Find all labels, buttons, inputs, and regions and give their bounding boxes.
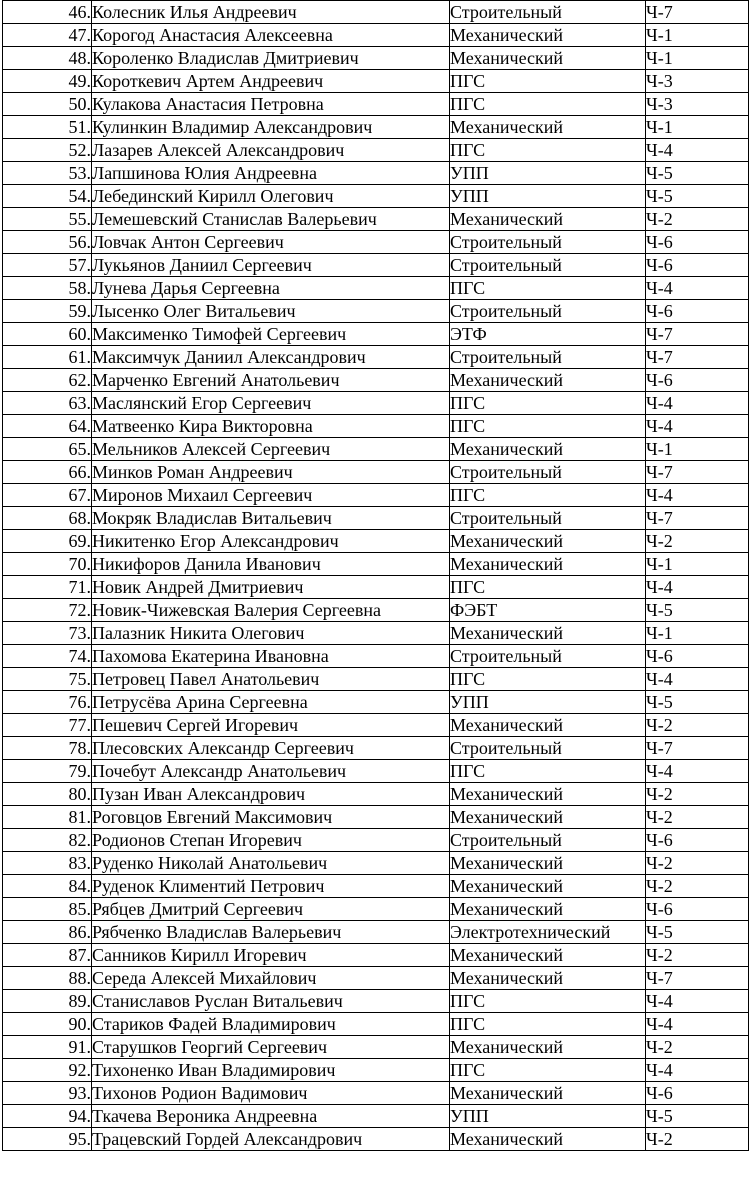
table-row [3, 507, 749, 530]
student-name: Лысенко Олег Витальевич [92, 300, 450, 323]
table-row [3, 714, 749, 737]
table-row [3, 1082, 749, 1105]
table-row [3, 783, 749, 806]
faculty-name: ПГС [450, 93, 646, 116]
group-code: Ч-4 [646, 392, 749, 415]
student-name: Лунева Дарья Сергеевна [92, 277, 450, 300]
student-name: Мокряк Владислав Витальевич [92, 507, 450, 530]
faculty-name: Механический [450, 944, 646, 967]
group-code: Ч-1 [646, 553, 749, 576]
student-name: Короткевич Артем Андреевич [92, 70, 450, 93]
student-name: Санников Кирилл Игоревич [92, 944, 450, 967]
faculty-name: Механический [450, 47, 646, 70]
table-row [3, 599, 749, 622]
faculty-name: Механический [450, 553, 646, 576]
row-number: 52. [3, 139, 92, 162]
faculty-name: УПП [450, 1105, 646, 1128]
row-number: 68. [3, 507, 92, 530]
faculty-name: Механический [450, 852, 646, 875]
faculty-name: ПГС [450, 576, 646, 599]
row-number: 63. [3, 392, 92, 415]
row-number: 69. [3, 530, 92, 553]
row-number: 58. [3, 277, 92, 300]
row-number: 83. [3, 852, 92, 875]
student-name: Тихонов Родион Вадимович [92, 1082, 450, 1105]
row-number: 62. [3, 369, 92, 392]
table-row [3, 415, 749, 438]
table-row [3, 24, 749, 47]
faculty-name: ФЭБТ [450, 599, 646, 622]
faculty-name: ЭТФ [450, 323, 646, 346]
student-name: Лукьянов Даниил Сергеевич [92, 254, 450, 277]
group-code: Ч-4 [646, 277, 749, 300]
table-row [3, 875, 749, 898]
group-code: Ч-3 [646, 93, 749, 116]
student-name: Пузан Иван Александрович [92, 783, 450, 806]
table-row [3, 323, 749, 346]
student-name: Плесовских Александр Сергеевич [92, 737, 450, 760]
faculty-name: Механический [450, 875, 646, 898]
student-name: Руденко Николай Анатольевич [92, 852, 450, 875]
table-row [3, 898, 749, 921]
row-number: 88. [3, 967, 92, 990]
table-row [3, 1, 749, 24]
faculty-name: Строительный [450, 231, 646, 254]
row-number: 51. [3, 116, 92, 139]
row-number: 54. [3, 185, 92, 208]
row-number: 67. [3, 484, 92, 507]
student-name: Трацевский Гордей Александрович [92, 1128, 450, 1151]
student-name: Старушков Георгий Сергеевич [92, 1036, 450, 1059]
faculty-name: УПП [450, 185, 646, 208]
student-name: Кулакова Анастасия Петровна [92, 93, 450, 116]
table-row [3, 461, 749, 484]
group-code: Ч-6 [646, 829, 749, 852]
row-number: 64. [3, 415, 92, 438]
faculty-name: Механический [450, 116, 646, 139]
faculty-name: Механический [450, 783, 646, 806]
student-name: Пахомова Екатерина Ивановна [92, 645, 450, 668]
student-name: Почебут Александр Анатольевич [92, 760, 450, 783]
group-code: Ч-7 [646, 346, 749, 369]
group-code: Ч-4 [646, 1013, 749, 1036]
faculty-name: ПГС [450, 760, 646, 783]
group-code: Ч-4 [646, 576, 749, 599]
student-name: Лапшинова Юлия Андреевна [92, 162, 450, 185]
group-code: Ч-7 [646, 461, 749, 484]
table-row [3, 139, 749, 162]
group-code: Ч-2 [646, 1128, 749, 1151]
table-row [3, 231, 749, 254]
group-code: Ч-1 [646, 116, 749, 139]
row-number: 50. [3, 93, 92, 116]
table-row [3, 760, 749, 783]
faculty-name: Механический [450, 1036, 646, 1059]
table-row [3, 185, 749, 208]
row-number: 47. [3, 24, 92, 47]
row-number: 75. [3, 668, 92, 691]
student-name: Рябцев Дмитрий Сергеевич [92, 898, 450, 921]
table-row [3, 668, 749, 691]
row-number: 71. [3, 576, 92, 599]
row-number: 87. [3, 944, 92, 967]
table-row [3, 1013, 749, 1036]
student-name: Никитенко Егор Александрович [92, 530, 450, 553]
table-row [3, 369, 749, 392]
group-code: Ч-5 [646, 185, 749, 208]
group-code: Ч-4 [646, 760, 749, 783]
row-number: 65. [3, 438, 92, 461]
student-name: Петровец Павел Анатольевич [92, 668, 450, 691]
roster-body [3, 1, 749, 1151]
group-code: Ч-4 [646, 415, 749, 438]
group-code: Ч-7 [646, 967, 749, 990]
faculty-name: ПГС [450, 668, 646, 691]
student-name: Максименко Тимофей Сергеевич [92, 323, 450, 346]
faculty-name: Строительный [450, 300, 646, 323]
table-row [3, 484, 749, 507]
student-name: Станиславов Руслан Витальевич [92, 990, 450, 1013]
row-number: 92. [3, 1059, 92, 1082]
table-row [3, 645, 749, 668]
table-row [3, 208, 749, 231]
group-code: Ч-2 [646, 530, 749, 553]
group-code: Ч-5 [646, 1105, 749, 1128]
group-code: Ч-2 [646, 944, 749, 967]
student-name: Короленко Владислав Дмитриевич [92, 47, 450, 70]
table-row [3, 921, 749, 944]
faculty-name: ПГС [450, 392, 646, 415]
row-number: 57. [3, 254, 92, 277]
faculty-name: ПГС [450, 277, 646, 300]
faculty-name: ПГС [450, 139, 646, 162]
student-name: Пешевич Сергей Игоревич [92, 714, 450, 737]
table-row [3, 162, 749, 185]
table-row [3, 852, 749, 875]
group-code: Ч-4 [646, 990, 749, 1013]
group-code: Ч-2 [646, 714, 749, 737]
student-name: Миронов Михаил Сергеевич [92, 484, 450, 507]
student-name: Середа Алексей Михайлович [92, 967, 450, 990]
student-name: Родионов Степан Игоревич [92, 829, 450, 852]
faculty-name: Механический [450, 1128, 646, 1151]
group-code: Ч-4 [646, 668, 749, 691]
row-number: 93. [3, 1082, 92, 1105]
table-row [3, 392, 749, 415]
student-name: Лазарев Алексей Александрович [92, 139, 450, 162]
faculty-name: Механический [450, 369, 646, 392]
table-row [3, 553, 749, 576]
faculty-name: ПГС [450, 70, 646, 93]
faculty-name: Механический [450, 1082, 646, 1105]
student-name: Руденок Климентий Петрович [92, 875, 450, 898]
group-code: Ч-5 [646, 921, 749, 944]
faculty-name: Механический [450, 806, 646, 829]
group-code: Ч-2 [646, 1036, 749, 1059]
group-code: Ч-6 [646, 254, 749, 277]
faculty-name: Строительный [450, 645, 646, 668]
student-name: Роговцов Евгений Максимович [92, 806, 450, 829]
student-name: Минков Роман Андреевич [92, 461, 450, 484]
group-code: Ч-5 [646, 162, 749, 185]
group-code: Ч-6 [646, 369, 749, 392]
faculty-name: Строительный [450, 829, 646, 852]
student-name: Петрусёва Арина Сергеевна [92, 691, 450, 714]
group-code: Ч-7 [646, 323, 749, 346]
group-code: Ч-4 [646, 1059, 749, 1082]
group-code: Ч-1 [646, 622, 749, 645]
table-row [3, 1036, 749, 1059]
row-number: 78. [3, 737, 92, 760]
group-code: Ч-2 [646, 875, 749, 898]
student-name: Стариков Фадей Владимирович [92, 1013, 450, 1036]
group-code: Ч-4 [646, 139, 749, 162]
student-name: Тихоненко Иван Владимирович [92, 1059, 450, 1082]
student-name: Маслянский Егор Сергеевич [92, 392, 450, 415]
row-number: 91. [3, 1036, 92, 1059]
row-number: 73. [3, 622, 92, 645]
group-code: Ч-2 [646, 783, 749, 806]
row-number: 82. [3, 829, 92, 852]
student-name: Лебединский Кирилл Олегович [92, 185, 450, 208]
faculty-name: Механический [450, 24, 646, 47]
table-row [3, 1105, 749, 1128]
table-row [3, 829, 749, 852]
table-row [3, 576, 749, 599]
group-code: Ч-6 [646, 1082, 749, 1105]
table-row [3, 93, 749, 116]
row-number: 72. [3, 599, 92, 622]
faculty-name: Механический [450, 530, 646, 553]
table-row [3, 277, 749, 300]
faculty-name: Механический [450, 967, 646, 990]
faculty-name: ПГС [450, 1013, 646, 1036]
student-name: Корогод Анастасия Алексеевна [92, 24, 450, 47]
group-code: Ч-2 [646, 852, 749, 875]
faculty-name: Механический [450, 208, 646, 231]
row-number: 77. [3, 714, 92, 737]
group-code: Ч-5 [646, 691, 749, 714]
table-row [3, 737, 749, 760]
row-number: 84. [3, 875, 92, 898]
table-row [3, 967, 749, 990]
group-code: Ч-6 [646, 231, 749, 254]
group-code: Ч-2 [646, 208, 749, 231]
row-number: 48. [3, 47, 92, 70]
row-number: 94. [3, 1105, 92, 1128]
student-name: Колесник Илья Андреевич [92, 1, 450, 24]
student-name: Лемешевский Станислав Валерьевич [92, 208, 450, 231]
student-name: Кулинкин Владимир Александрович [92, 116, 450, 139]
faculty-name: Строительный [450, 346, 646, 369]
table-row [3, 1059, 749, 1082]
group-code: Ч-7 [646, 1, 749, 24]
row-number: 46. [3, 1, 92, 24]
faculty-name: ПГС [450, 990, 646, 1013]
student-name: Палазник Никита Олегович [92, 622, 450, 645]
faculty-name: Строительный [450, 507, 646, 530]
row-number: 95. [3, 1128, 92, 1151]
table-row [3, 990, 749, 1013]
student-name: Мельников Алексей Сергеевич [92, 438, 450, 461]
faculty-name: Электротехнический [450, 921, 646, 944]
row-number: 85. [3, 898, 92, 921]
student-name: Новик-Чижевская Валерия Сергеевна [92, 599, 450, 622]
group-code: Ч-2 [646, 806, 749, 829]
group-code: Ч-4 [646, 484, 749, 507]
faculty-name: ПГС [450, 484, 646, 507]
table-row [3, 1128, 749, 1151]
faculty-name: ПГС [450, 1059, 646, 1082]
faculty-name: УПП [450, 162, 646, 185]
table-row [3, 116, 749, 139]
group-code: Ч-6 [646, 300, 749, 323]
group-code: Ч-7 [646, 507, 749, 530]
student-name: Марченко Евгений Анатольевич [92, 369, 450, 392]
row-number: 81. [3, 806, 92, 829]
faculty-name: УПП [450, 691, 646, 714]
student-roster-table [2, 0, 749, 1151]
table-row [3, 47, 749, 70]
faculty-name: Строительный [450, 737, 646, 760]
faculty-name: Механический [450, 898, 646, 921]
table-row [3, 300, 749, 323]
row-number: 56. [3, 231, 92, 254]
group-code: Ч-1 [646, 24, 749, 47]
table-row [3, 944, 749, 967]
table-row [3, 438, 749, 461]
row-number: 89. [3, 990, 92, 1013]
student-name: Ловчак Антон Сергеевич [92, 231, 450, 254]
row-number: 61. [3, 346, 92, 369]
table-row [3, 530, 749, 553]
student-name: Ткачева Вероника Андреевна [92, 1105, 450, 1128]
row-number: 53. [3, 162, 92, 185]
row-number: 55. [3, 208, 92, 231]
row-number: 74. [3, 645, 92, 668]
group-code: Ч-3 [646, 70, 749, 93]
group-code: Ч-5 [646, 599, 749, 622]
student-name: Матвеенко Кира Викторовна [92, 415, 450, 438]
group-code: Ч-1 [646, 47, 749, 70]
row-number: 86. [3, 921, 92, 944]
row-number: 90. [3, 1013, 92, 1036]
student-name: Новик Андрей Дмитриевич [92, 576, 450, 599]
table-row [3, 806, 749, 829]
faculty-name: Механический [450, 438, 646, 461]
faculty-name: Строительный [450, 461, 646, 484]
table-row [3, 70, 749, 93]
row-number: 60. [3, 323, 92, 346]
faculty-name: Строительный [450, 1, 646, 24]
table-row [3, 622, 749, 645]
row-number: 80. [3, 783, 92, 806]
faculty-name: Механический [450, 714, 646, 737]
table-row [3, 346, 749, 369]
row-number: 70. [3, 553, 92, 576]
faculty-name: Механический [450, 622, 646, 645]
student-name: Никифоров Данила Иванович [92, 553, 450, 576]
group-code: Ч-7 [646, 737, 749, 760]
faculty-name: ПГС [450, 415, 646, 438]
group-code: Ч-6 [646, 898, 749, 921]
student-name: Максимчук Даниил Александрович [92, 346, 450, 369]
row-number: 76. [3, 691, 92, 714]
faculty-name: Строительный [450, 254, 646, 277]
row-number: 79. [3, 760, 92, 783]
group-code: Ч-1 [646, 438, 749, 461]
table-row [3, 691, 749, 714]
row-number: 49. [3, 70, 92, 93]
row-number: 66. [3, 461, 92, 484]
student-name: Рябченко Владислав Валерьевич [92, 921, 450, 944]
row-number: 59. [3, 300, 92, 323]
group-code: Ч-6 [646, 645, 749, 668]
table-row [3, 254, 749, 277]
